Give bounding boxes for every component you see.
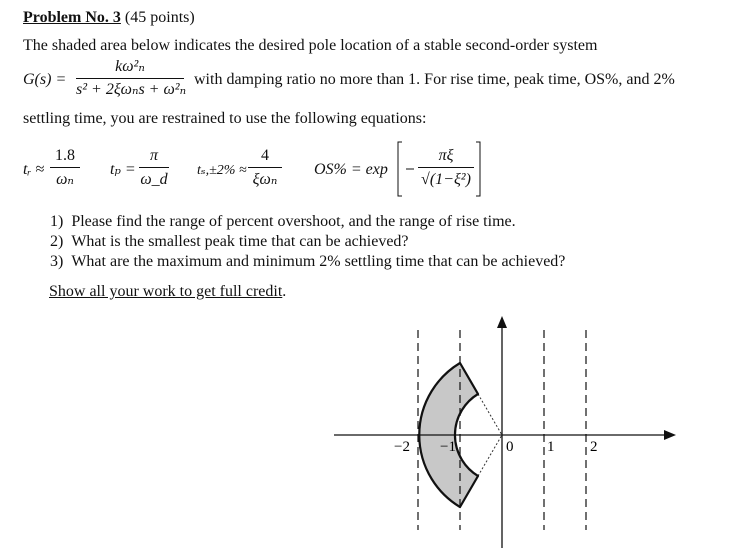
eq-settling-den: ξωₙ (252, 171, 278, 188)
tf-lhs: G(s) = (23, 71, 67, 88)
intro-line-2: with damping ratio no more than 1. For rise time, peak time, OS%, and 2% (194, 71, 675, 88)
eq-settling-lhs: tₛ,±2% ≈ (197, 163, 247, 178)
instruction-text: Show all your work to get full credit (49, 283, 283, 300)
tick-label-minus-1: −1 (440, 439, 456, 455)
eq-rise-den: ωₙ (56, 171, 74, 188)
dotted-line-upper (478, 394, 502, 435)
tf-numerator: kω²ₙ (115, 58, 145, 75)
question-2: 2) What is the smallest peak time that can be achieved? (50, 233, 409, 250)
eq-os-lhs: OS% = exp (314, 161, 388, 178)
real-axis-arrow (664, 430, 676, 440)
intro-line-3: settling time, you are restrained to use the following equations: (23, 110, 427, 127)
eq-os-num: πξ (438, 147, 454, 164)
question-3: 3) What are the maximum and minimum 2% settling time that can be achieved? (50, 253, 566, 270)
tick-label-2: 2 (590, 439, 598, 455)
instruction: Show all your work to get full credit. (49, 283, 287, 300)
eq-os-den: √(1−ξ²) (421, 171, 471, 188)
eq-peak-den: ω_d (140, 171, 168, 188)
tick-label-minus-2: −2 (394, 439, 410, 455)
dotted-line-lower (478, 435, 502, 476)
problem-title: Problem No. 3 (23, 9, 121, 26)
question-1: 1) Please find the range of percent overshoot, and the range of rise time. (50, 213, 516, 230)
imag-axis-arrow (497, 316, 507, 328)
eq-rise-num: 1.8 (55, 147, 75, 164)
eq-peak-lhs: tₚ = (110, 161, 136, 178)
tf-denominator: s² + 2ξωₙs + ω²ₙ (76, 81, 187, 98)
eq-peak-num: π (149, 147, 158, 164)
intro-line-1: The shaded area below indicates the desired pole location of a stable second-order system (23, 37, 598, 54)
tick-label-1: 1 (547, 439, 555, 455)
tick-label-0: 0 (506, 439, 514, 455)
eq-settling-num: 4 (261, 147, 269, 164)
problem-points: (45 points) (124, 9, 195, 26)
eq-rise-lhs: tᵣ ≈ (23, 161, 45, 178)
